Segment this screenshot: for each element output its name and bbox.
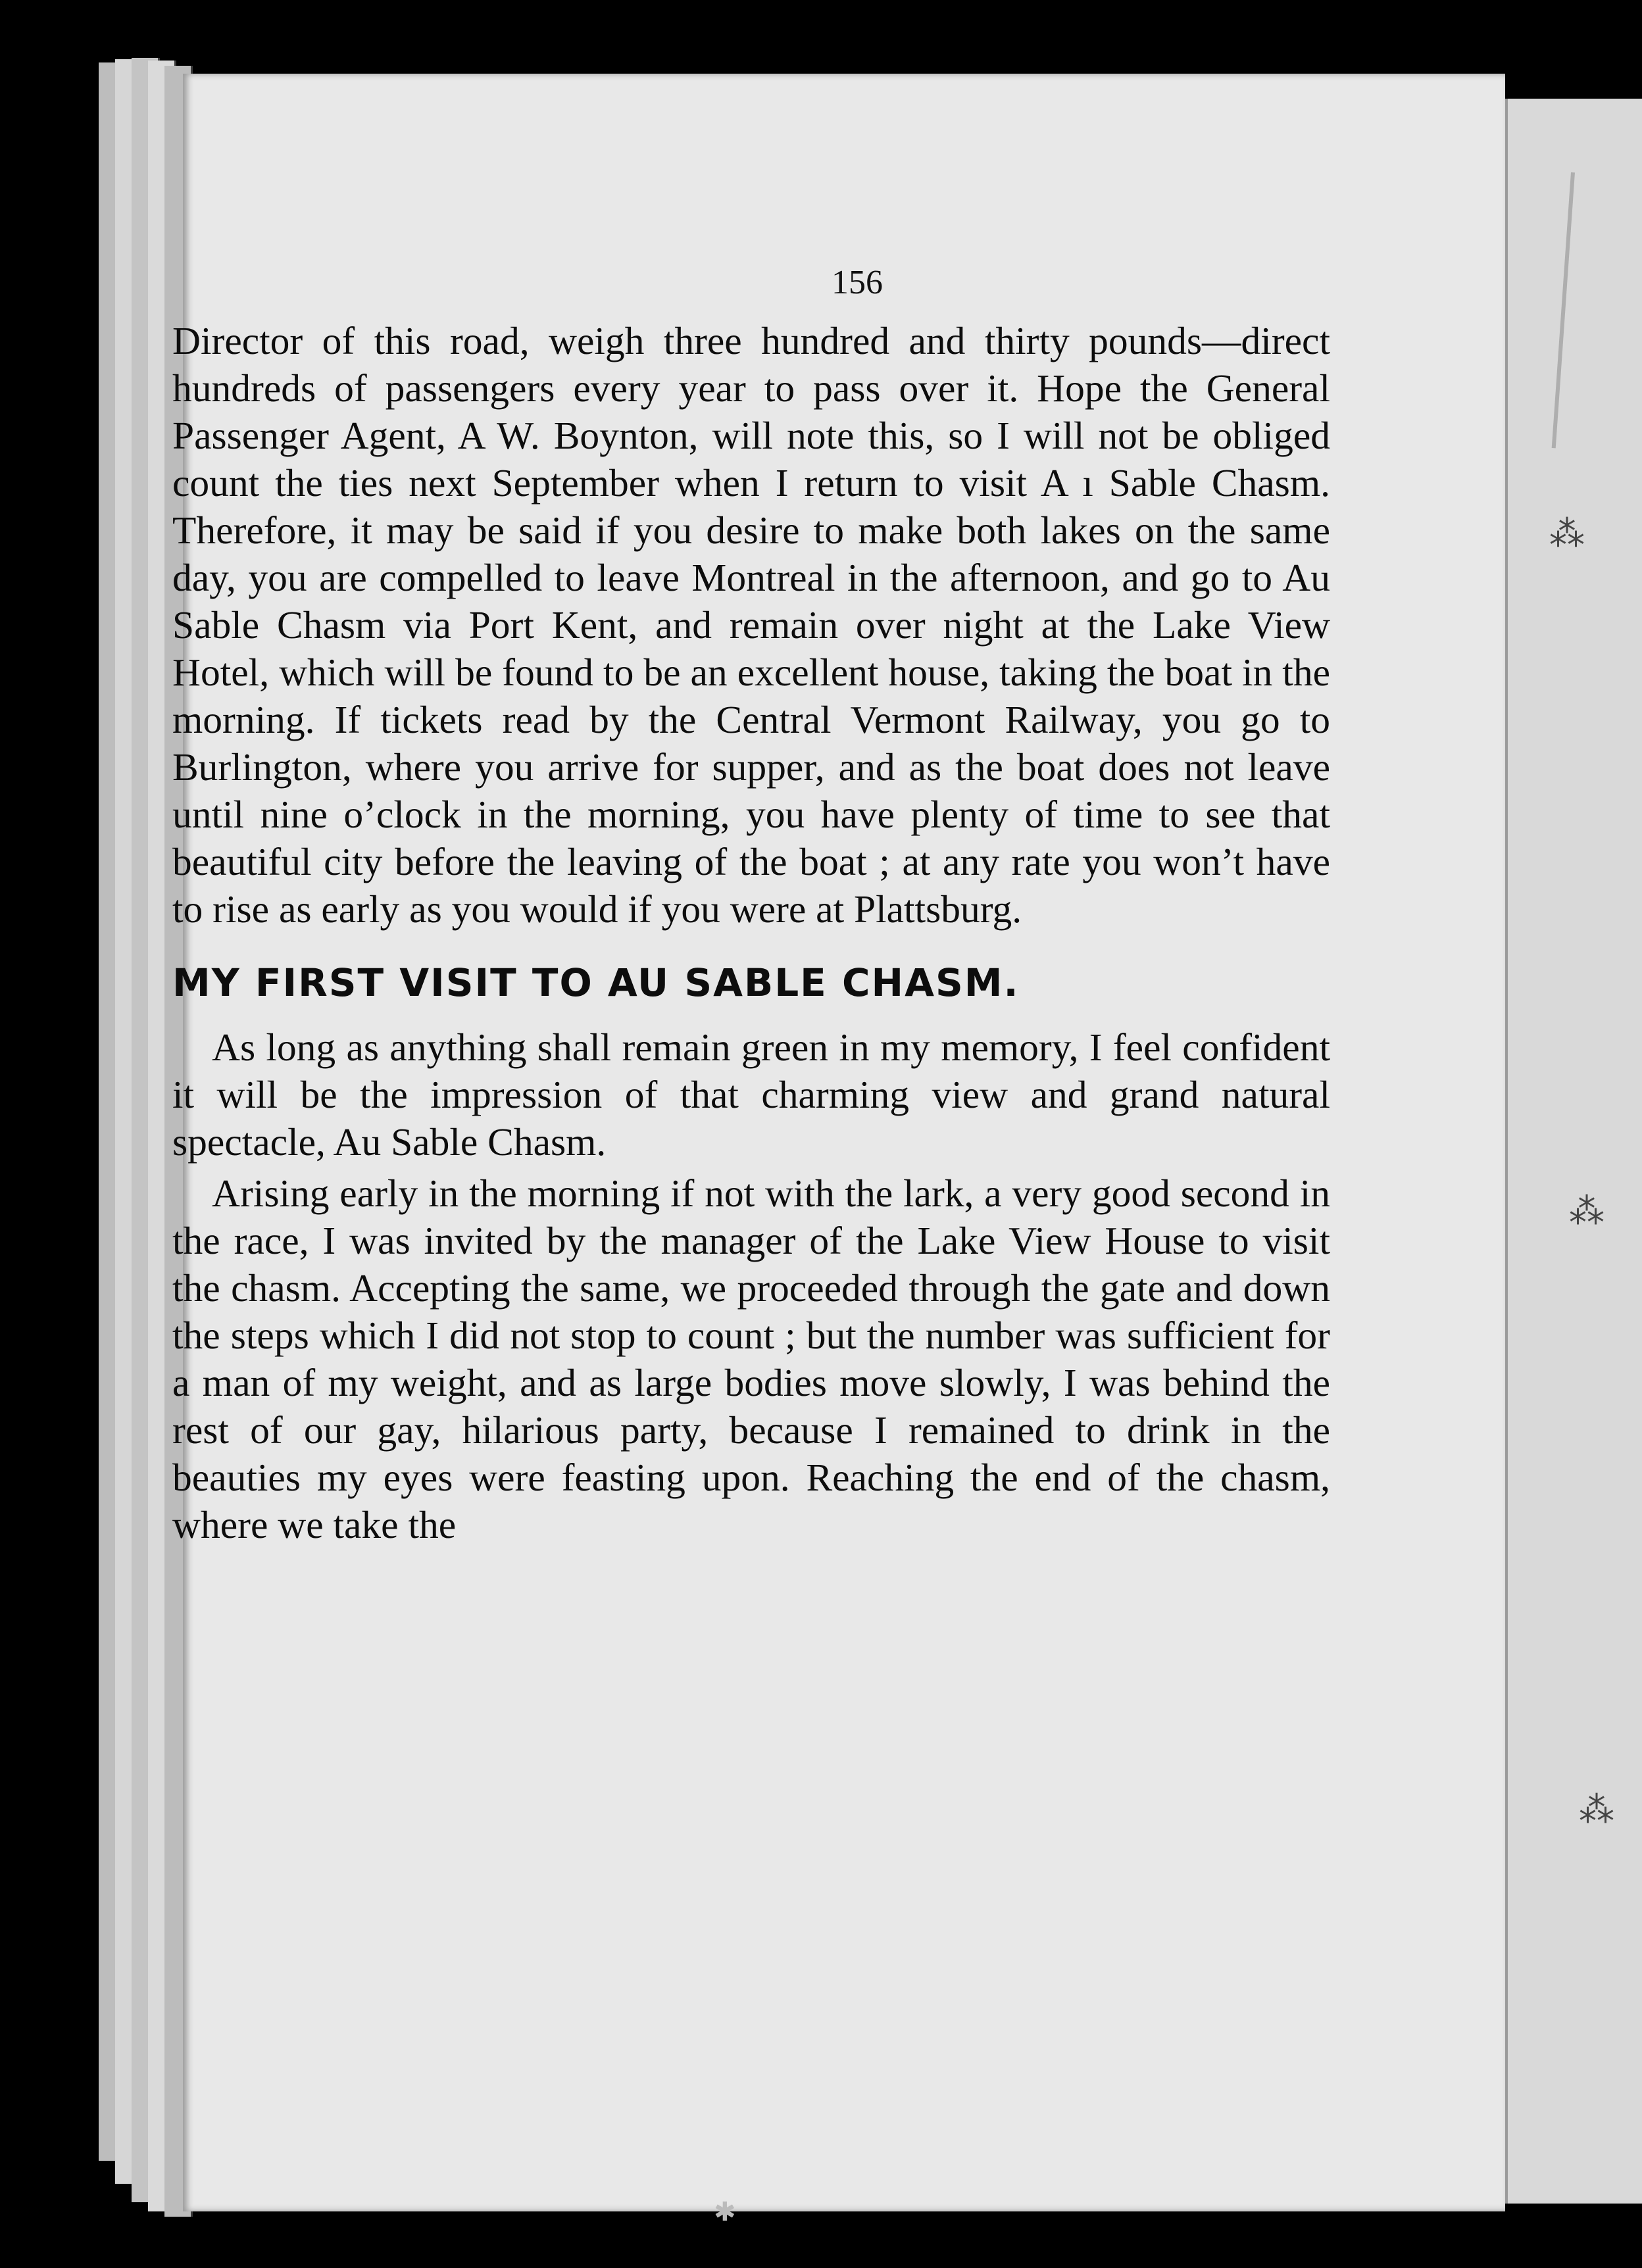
paragraph-continued: Director of this road, weigh three hundred and thirty pounds—direct hundreds of passengers every year to pass over it. Hope the General Passenger Agent, A W. Boynton, will note this, so I will not be obliged count the ties next September when I return to visit A ı Sable Chasm. Therefore, it may be said if you desire to make both lakes on the same day, you are compelled to leave Montreal in the afternoon, and go to Au Sable Chasm via Port Kent, and remain over night at the Lake View Hotel, which will be found to be an excellent house, taking the boat in the morning. If tickets read by the Central Vermont Railway, you go to Burlington, where you arrive for supper, and as the boat does not leave until nine o’clock in the morning, you have plenty of time to see that beautiful city before the leaving of the boat ; at any rate you won’t have to rise as early as you would if you were at Plattsburg. [172, 319, 1330, 931]
page-body [172, 317, 1330, 1548]
smudge-mark-icon: ⁂ [1579, 1789, 1614, 1831]
paragraph: As long as anything shall remain green in my memory, I feel confident it will be the impression of that charming view and grand natural spectacle, Au Sable Chasm. [172, 1025, 1330, 1164]
section-heading: MY FIRST VISIT TO AU SABLE CHASM. [172, 960, 1020, 1005]
smudge-mark-icon: ✱ [714, 2197, 736, 2227]
smudge-mark-icon: ⁂ [1549, 513, 1585, 555]
page-number: 156 [832, 264, 883, 301]
smudge-mark-icon: ⁂ [1569, 1191, 1605, 1232]
paragraph: Arising early in the morning if not with the lark, a very good second in the race, I was invited by the manager of the Lake View House to visit the chasm. Accepting the same, we proceeded through the gate and down the steps which I did not stop to count ; but the number was sufficient for a man of my weight, and as large bodies move slowly, I was behind the rest of our gay, hilarious party, because I remained to drink in the beauties my eyes were feasting upon. Reaching the end of the chasm, where we take the [172, 1171, 1330, 1546]
facing-page-strip [1505, 99, 1642, 2204]
book-page [172, 74, 1505, 2211]
